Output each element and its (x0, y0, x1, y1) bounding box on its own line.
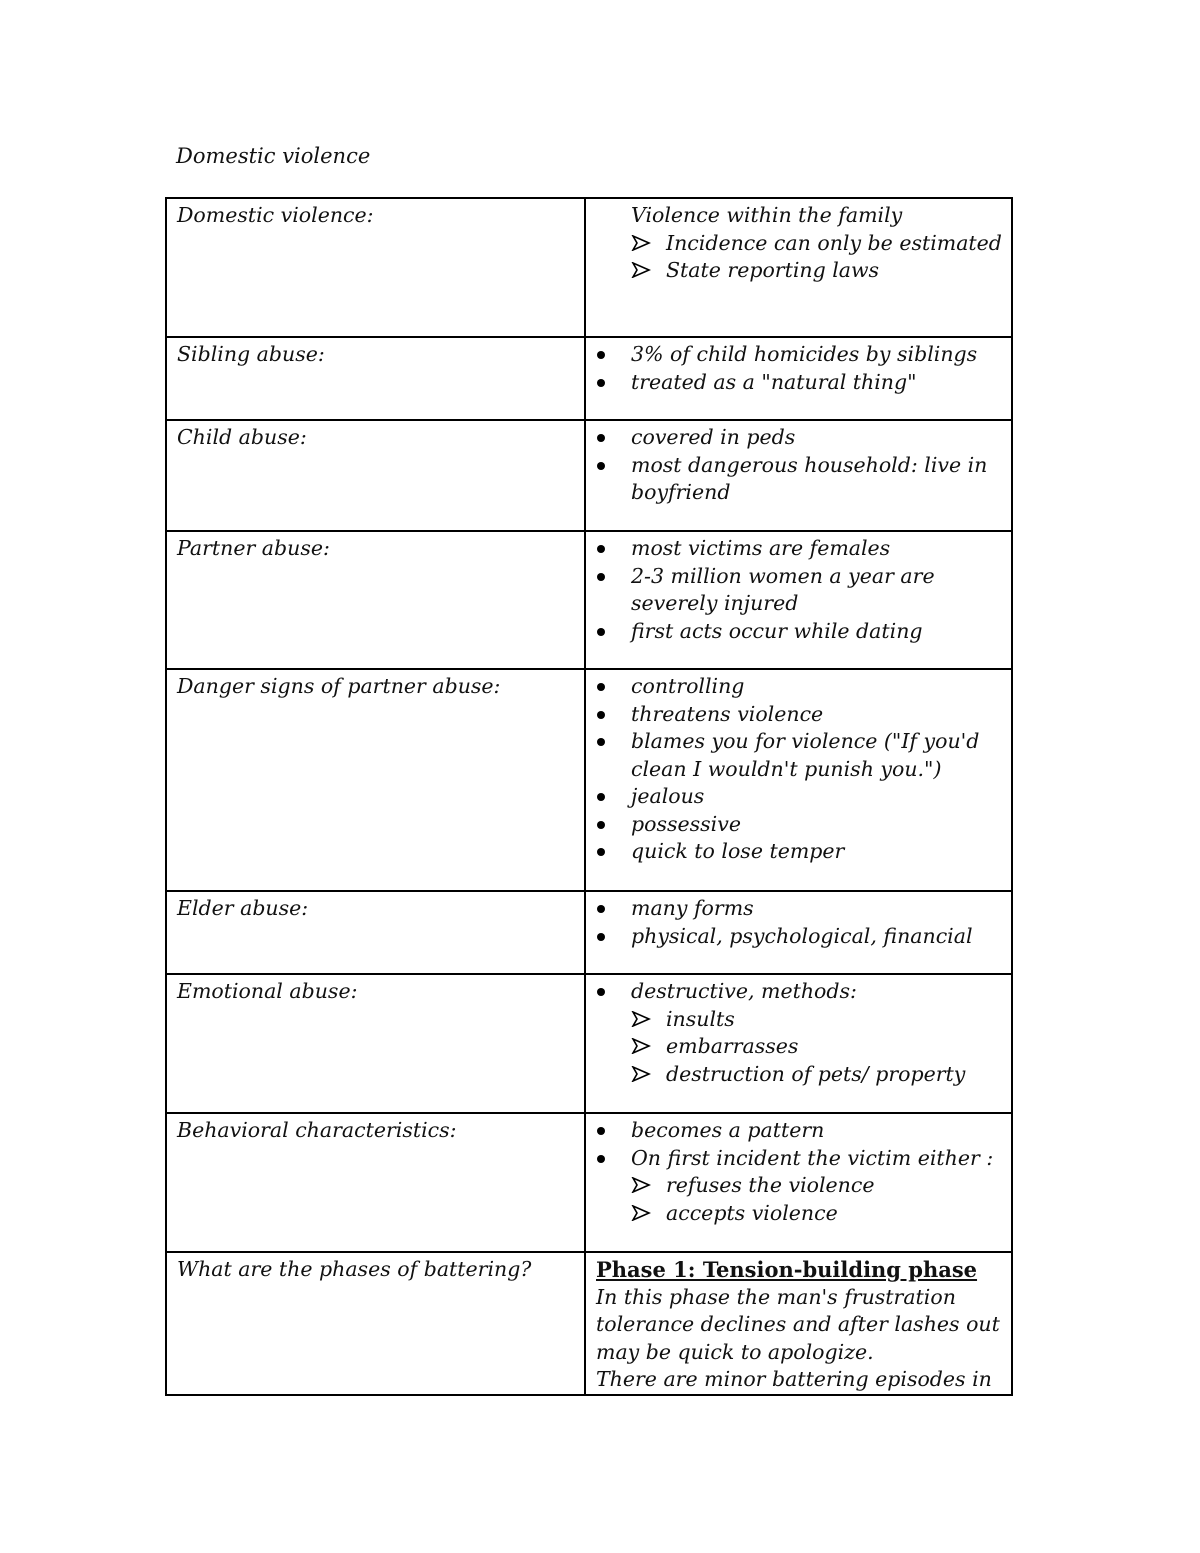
term-label: What are the phases of battering? (177, 1257, 532, 1281)
bullet-dot-icon (597, 462, 605, 470)
term-label: Child abuse: (177, 425, 307, 449)
bullet-dot-icon (597, 933, 605, 941)
list-item: threatens violence (596, 701, 1003, 729)
bullet-dot-icon (597, 545, 605, 553)
list-item: possessive (596, 811, 1003, 839)
list-item: treated as a "natural thing" (596, 369, 1003, 397)
bullet-list (596, 895, 1003, 950)
list-item: embarrasses (631, 1033, 1003, 1061)
bullet-list (596, 1117, 1003, 1172)
list-item: On first incident the victim either : (596, 1145, 1003, 1173)
list-item: covered in peds (596, 424, 1003, 452)
bullet-list (596, 673, 1003, 866)
term-cell (166, 974, 585, 1113)
table-row-domestic-violence (166, 198, 1012, 337)
term-label: Danger signs of partner abuse: (177, 674, 501, 698)
bullet-dot-icon (597, 1155, 605, 1163)
bullet-list (596, 341, 1003, 396)
bullet-list (596, 424, 1003, 507)
term-cell (166, 669, 585, 891)
list-item: most victims are females (596, 535, 1003, 563)
bullet-list (596, 535, 1003, 645)
term-label: Behavioral characteristics: (177, 1118, 457, 1142)
list-item: destructive, methods: (596, 978, 1003, 1006)
bullet-dot-icon (597, 434, 605, 442)
bullet-dot-icon (597, 711, 605, 719)
list-item: refuses the violence (631, 1172, 1003, 1200)
table-row-danger-signs (166, 669, 1012, 891)
bullet-dot-icon (597, 793, 605, 801)
list-item: State reporting laws (631, 257, 1003, 285)
bullet-dot-icon (597, 905, 605, 913)
list-item: accepts violence (631, 1200, 1003, 1228)
phase-description: In this phase the man's frustration tolerance declines and after lashes out may be quick to apologize. (596, 1284, 1000, 1364)
term-label: Emotional abuse: (177, 979, 358, 1003)
description-cell (585, 198, 1012, 337)
arrow-bullet-icon (631, 1066, 651, 1082)
bullet-dot-icon (597, 351, 605, 359)
list-item: becomes a pattern (596, 1117, 1003, 1145)
list-item: 3% of child homicides by siblings (596, 341, 1003, 369)
term-cell (166, 420, 585, 531)
list-item: blames you for violence ("If you'd clean I wouldn't punish you.") (596, 728, 1003, 783)
description-cell (585, 1252, 1012, 1395)
list-item: many forms (596, 895, 1003, 923)
term-cell (166, 337, 585, 420)
description-cell (585, 1113, 1012, 1252)
arrow-list (631, 1172, 1003, 1227)
arrow-list (631, 230, 1003, 285)
arrow-bullet-icon (631, 235, 651, 251)
bullet-dot-icon (597, 738, 605, 746)
term-label: Elder abuse: (177, 896, 309, 920)
description-cell (585, 337, 1012, 420)
list-item: jealous (596, 783, 1003, 811)
term-cell (166, 1113, 585, 1252)
bullet-dot-icon (597, 988, 605, 996)
term-cell (166, 198, 585, 337)
term-label: Partner abuse: (177, 536, 330, 560)
phase-continuation: There are minor battering episodes in (596, 1367, 992, 1391)
notes-table (165, 197, 1013, 1396)
table-row-behavioral-characteristics (166, 1113, 1012, 1252)
document-title: Domestic violence (176, 144, 371, 168)
term-cell (166, 531, 585, 669)
table-row-elder-abuse (166, 891, 1012, 974)
bullet-list (596, 978, 1003, 1006)
list-item: destruction of pets/ property (631, 1061, 1003, 1089)
bullet-dot-icon (597, 379, 605, 387)
bullet-dot-icon (597, 628, 605, 636)
term-cell (166, 1252, 585, 1395)
list-item: controlling (596, 673, 1003, 701)
description-cell (585, 891, 1012, 974)
bullet-dot-icon (597, 848, 605, 856)
term-label: Domestic violence: (177, 203, 374, 227)
list-item: first acts occur while dating (596, 618, 1003, 646)
arrow-bullet-icon (631, 1038, 651, 1054)
arrow-list (631, 1006, 1003, 1089)
term-label: Sibling abuse: (177, 342, 325, 366)
description-cell (585, 531, 1012, 669)
bullet-dot-icon (597, 683, 605, 691)
list-item: insults (631, 1006, 1003, 1034)
table-row-sibling-abuse (166, 337, 1012, 420)
list-item: 2-3 million women a year are severely injured (596, 563, 1003, 618)
description-cell (585, 974, 1012, 1113)
term-cell (166, 891, 585, 974)
bullet-dot-icon (597, 573, 605, 581)
intro-text: Violence within the family (631, 203, 903, 227)
list-item: Incidence can only be estimated (631, 230, 1003, 258)
table-row-phases-of-battering (166, 1252, 1012, 1395)
table-row-emotional-abuse (166, 974, 1012, 1113)
list-item: quick to lose temper (596, 838, 1003, 866)
bullet-dot-icon (597, 821, 605, 829)
table-row-child-abuse (166, 420, 1012, 531)
bullet-dot-icon (597, 1127, 605, 1135)
arrow-bullet-icon (631, 262, 651, 278)
list-item: most dangerous household: live in boyfriend (596, 452, 1003, 507)
description-cell (585, 669, 1012, 891)
phase-heading: Phase 1: Tension-building phase (596, 1257, 978, 1282)
description-cell (585, 420, 1012, 531)
arrow-bullet-icon (631, 1205, 651, 1221)
arrow-bullet-icon (631, 1011, 651, 1027)
table-row-partner-abuse (166, 531, 1012, 669)
arrow-bullet-icon (631, 1177, 651, 1193)
list-item: physical, psychological, financial (596, 923, 1003, 951)
